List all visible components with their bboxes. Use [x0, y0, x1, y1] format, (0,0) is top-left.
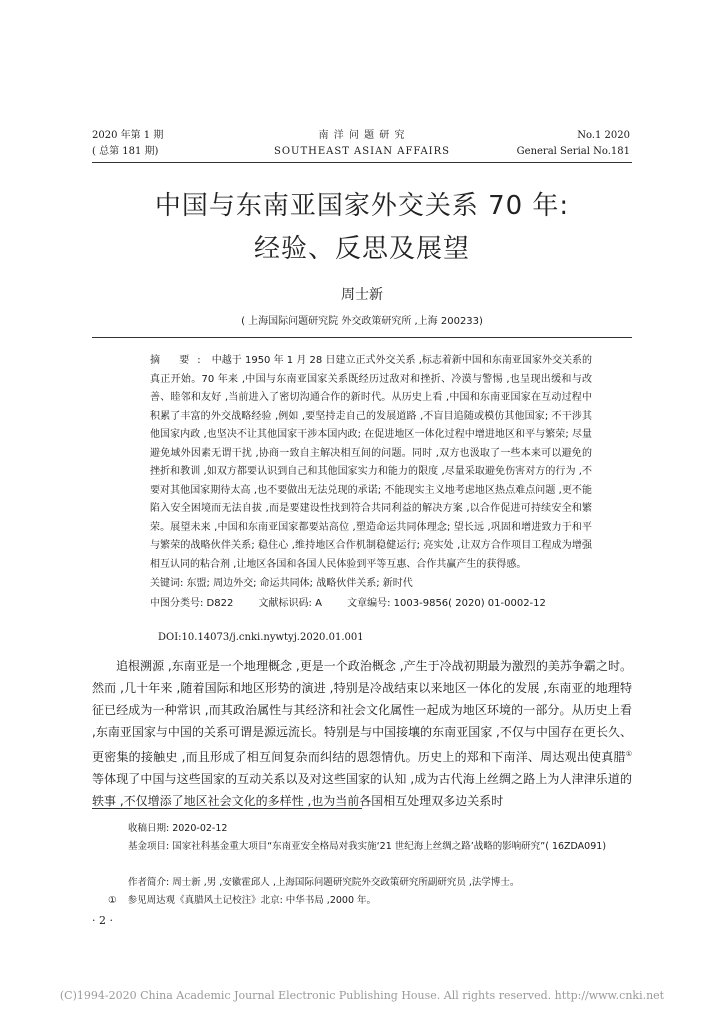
footnote-reference-mark[interactable]: ① [625, 750, 632, 758]
issue-number-en: No.1 2020 [577, 130, 630, 141]
body-paragraph [92, 655, 632, 812]
footnote-reference [108, 892, 376, 910]
issue-label: 2020 年第 1 期 [92, 130, 164, 141]
serial-number-en: General Serial No.181 [516, 146, 630, 157]
header-divider [92, 162, 632, 163]
article-title-line-1: 中国与东南亚国家外交关系 70 年: [154, 191, 570, 221]
keywords: 关键词: 东盟; 周边外交; 命运共同体; 战略伙伴关系; 新时代 [150, 578, 413, 589]
journal-name-en: SOUTHEAST ASIAN AFFAIRS [273, 146, 451, 157]
affiliation-divider [92, 337, 632, 338]
abstract-label: 摘 要: [150, 355, 209, 366]
abstract-text: 中越于 1950 年 1 月 28 日建立正式外交关系 ,标志着新中国和东南亚国家外交关系的真正开始。70 年来 ,中国与东南亚国家关系既经历过敌对和挫折、冷漠与警惕 ,也呈现出缓和与改善、睦邻和友好 ,当前进入了密切沟通合作的新时代。从历史上看 ,中国和东南亚国家在互动过程中积累了丰富的外交战略经验 ,例如 ,要坚持走自己的发展道路 ,不盲目追随或模仿其他国家; 不干涉其他国家内政 ,也坚决不让其他国家干涉本国内政; 在促进地区一体化过程中增进地区和平与繁荣; 尽量避免域外因素无谓干扰 ,协商一致自主解决相互间的问题。同时 ,双方也汲取了一些本来可以避免的挫折和教训 ,如双方都要认识到自己和其他国家实力和能力的限度 ,尽量采取避免伤害对方的行为 ,不要对其他国家期待太高 ,也不要做出无法兑现的承诺; 不能现实主义地考虑地区热点难点问题 ,更不能陷入安全困境而无法自拔 ,而是要建设性找到符合共同利益的解决方案 ,以合作促进可持续安全和繁荣。展望未来 ,中国和东南亚国家都要站高位 ,塑造命运共同体理念; 望长远 ,巩固和增进致力于和平与繁荣的战略伙伴关系; 稳住心 ,维持地区合作机制稳健运行; 亮实处 ,让双方合作项目工程成为增强相互认同的粘合剂 ,让地区各国和各国人民体验到平等互惠、合作共赢产生的获得感。 [150, 355, 592, 570]
abstract [150, 352, 592, 574]
copyright-notice: (C)1994-2020 China Academic Journal Electronic Publishing House. All rights reserved. http://www.cnki.net [59, 989, 665, 1002]
received-date: 收稿日期: 2020-02-12 [128, 823, 228, 834]
article-number: 文章编号: 1003-9856( 2020) 01-0002-12 [347, 598, 546, 609]
author-name: 周士新 [341, 287, 383, 303]
document-code: 文献标识码: A [258, 598, 322, 609]
journal-name-cn: 南 洋 问 题 研 究 [318, 130, 406, 141]
total-issue-label: ( 总第 181 期) [92, 146, 159, 157]
footnote-mark: ① [108, 895, 117, 906]
journal-serial-info [517, 128, 630, 160]
classification-line [150, 596, 592, 612]
footnote-text: 参见周达观《真腊风土记校注》北京: 中华书局 ,2000 年。 [127, 895, 377, 906]
fund-project: 基金项目: 国家社科基金重大项目“东南亚安全格局对我实施‘21 世纪海上丝绸之路’战略的影响研究”( 16ZDA091) [128, 841, 607, 852]
clc-number: 中图分类号: D822 [150, 598, 234, 609]
author-affiliation: ( 上海国际问题研究院 外交政策研究所 ,上海 200233) [241, 316, 483, 327]
page-number: · 2 · [92, 914, 113, 927]
author-bio: 作者简介: 周士新 ,男 ,安徽霍邱人 ,上海国际问题研究院外交政策研究所副研究员 ,法学博士。 [128, 877, 520, 888]
body-text-part-2: 等体现了中国与这些国家的互动关系以及对这些国家的认知 ,成为古代海上丝绸之路上为人津津乐道的轶事 ,不仅增添了地区社会文化的多样性 ,也为当前各国相互处理双多边关系时 [92, 772, 632, 808]
body-text-part-1: 追根溯源 ,东南亚是一个地理概念 ,更是一个政治概念 ,产生于冷战初期最为激烈的美苏争霸之时。然而 ,几十年来 ,随着国际和地区形势的演进 ,特别是冷战结束以来地区一体化的发展 ,东南亚的地理特征已经成为一种常识 ,而其政治属性与其经济和社会文化属性一起成为地区环境的一部分。从历史上看 ,东南亚国家与中国的关系可谓是源远流长。特别是与中国接壤的东南亚国家 ,不仅与中国存在更长久、更密集的接触史 ,而且形成了相互间复杂而纠结的恩怨情仇。历史上的郑和下南洋、周达观出使真腊 [92, 659, 632, 764]
footnote-divider [92, 808, 362, 809]
doi: DOI:10.14073/j.cnki.nywtyj.2020.01.001 [158, 632, 364, 643]
article-title-line-2: 经验、反思及展望 [253, 234, 470, 264]
